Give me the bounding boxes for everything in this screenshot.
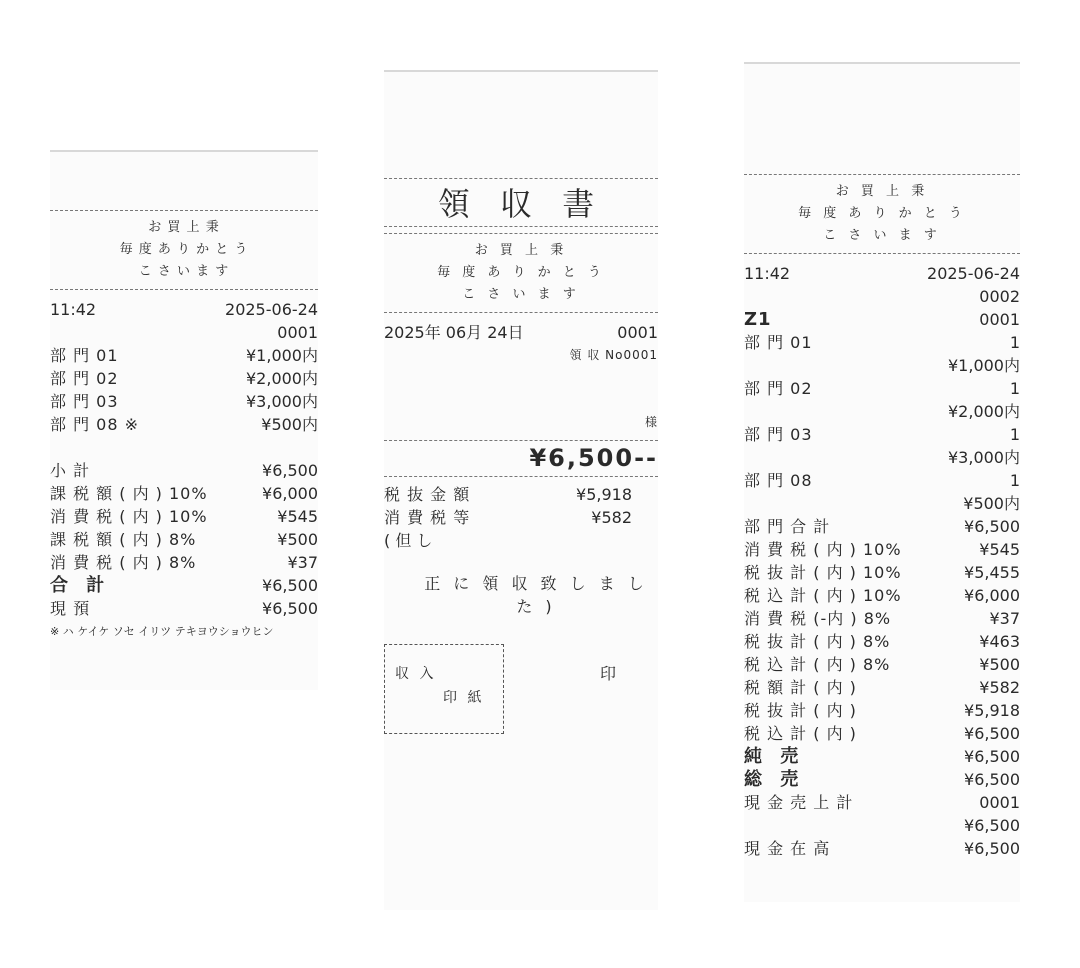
receipt-no: 領 収 No0001 bbox=[569, 348, 658, 362]
line-item: 部 門 02 ¥2,000内 bbox=[50, 369, 318, 388]
revenue-stamp-box bbox=[384, 644, 504, 734]
honorific: 様 bbox=[644, 415, 658, 429]
dept-entry: 部 門 08 1 ¥500内 bbox=[744, 471, 1020, 513]
report-time: 11:42 bbox=[744, 264, 791, 283]
divider bbox=[50, 289, 318, 290]
summary-line: 税 込 計 ( 内 ) 10% ¥6,000 bbox=[744, 586, 1020, 605]
greeting-line-1: お 買 上 秉 bbox=[474, 243, 568, 258]
dept-entry: 部 門 02 1 ¥2,000内 bbox=[744, 379, 1020, 421]
total-line: 小 計 ¥6,500 bbox=[50, 461, 318, 480]
summary-line: 税 抜 計 ( 内 ) ¥5,918 bbox=[744, 701, 1020, 720]
receipt-invoice bbox=[384, 70, 658, 910]
paper-edge bbox=[744, 62, 1020, 64]
summary-line: 部 門 合 計 ¥6,500 bbox=[744, 517, 1020, 536]
receipt-sales bbox=[50, 150, 318, 690]
dept-entry: 部 門 03 1 ¥3,000内 bbox=[744, 425, 1020, 467]
summary-line: 税 抜 計 ( 内 ) 10% ¥5,455 bbox=[744, 563, 1020, 582]
cash-sales-value: ¥6,500 bbox=[964, 816, 1020, 835]
line-item: 部 門 01 ¥1,000内 bbox=[50, 346, 318, 365]
greeting-line-1: お 買 上 秉 bbox=[148, 220, 220, 235]
seal-mark: 印 bbox=[599, 664, 616, 683]
divider bbox=[384, 440, 658, 441]
greeting-line-2: 毎 度 あ り か と う bbox=[119, 242, 249, 257]
dept-entry: 部 門 01 1 ¥1,000内 bbox=[744, 333, 1020, 375]
invoice-number: 0001 bbox=[617, 323, 658, 342]
net-sales: 純 売 ¥6,500 bbox=[744, 746, 1020, 767]
invoice-date: 2025年 06月 24日 bbox=[384, 323, 524, 342]
footnote: ※ ハ ケイケ ソセ イリツ テキヨウショウヒン bbox=[50, 625, 274, 638]
divider bbox=[50, 210, 318, 211]
divider bbox=[384, 233, 658, 234]
received-statement: 正 に 領 収 致 し ま し た ) bbox=[424, 574, 648, 616]
document-title: 領 収 書 bbox=[437, 185, 605, 223]
total-line: 課 税 額 ( 内 ) 8% ¥500 bbox=[50, 530, 318, 549]
summary-line: 消 費 税 (-内 ) 8% ¥37 bbox=[744, 609, 1020, 628]
divider bbox=[384, 178, 658, 179]
greeting-line-3: こ さ い ま す bbox=[823, 228, 941, 243]
cash-on-hand: 現 金 在 高 ¥6,500 bbox=[744, 839, 1020, 858]
gross-sales: 総 売 ¥6,500 bbox=[744, 769, 1020, 790]
stamp-label-bottom: 印 紙 bbox=[443, 690, 485, 706]
divider bbox=[384, 312, 658, 313]
greeting-line-2: 毎 度 あ り か と う bbox=[798, 206, 966, 221]
total-line: 消 費 税 ( 内 ) 10% ¥545 bbox=[50, 507, 318, 526]
divider bbox=[384, 226, 658, 227]
paper-edge bbox=[50, 150, 318, 152]
cash-line: 現 預 ¥6,500 bbox=[50, 599, 318, 618]
divider bbox=[744, 174, 1020, 175]
divider bbox=[744, 253, 1020, 254]
z-line: Z1 0001 bbox=[744, 309, 1020, 330]
tadashi-note: ( 但 し bbox=[384, 531, 433, 550]
paper-edge bbox=[384, 70, 658, 72]
total-line: 消 費 税 ( 内 ) 8% ¥37 bbox=[50, 553, 318, 572]
report-number: 0002 bbox=[979, 287, 1020, 306]
greeting-line-2: 毎 度 あ り か と う bbox=[437, 265, 605, 280]
greeting-line-1: お 買 上 秉 bbox=[835, 184, 929, 199]
line-item: 部 門 08 ※ ¥500内 bbox=[50, 415, 318, 434]
divider bbox=[384, 476, 658, 477]
total-line: 課 税 額 ( 内 ) 10% ¥6,000 bbox=[50, 484, 318, 503]
greeting-line-3: こ さ い ま す bbox=[138, 264, 230, 279]
stamp-label-top: 収 入 bbox=[395, 666, 437, 682]
summary-line: 消 費 税 ( 内 ) 10% ¥545 bbox=[744, 540, 1020, 559]
tax-line: 税 抜 金 額 ¥5,918 bbox=[384, 485, 632, 504]
receipt-z-report bbox=[744, 62, 1020, 902]
invoice-amount: ¥6,500-- bbox=[529, 444, 658, 472]
receipt-date: 2025-06-24 bbox=[225, 300, 318, 319]
greeting-line-3: こ さ い ま す bbox=[462, 287, 580, 302]
line-item: 部 門 03 ¥3,000内 bbox=[50, 392, 318, 411]
receipt-time: 11:42 bbox=[50, 300, 97, 319]
tax-line: 消 費 税 等 ¥582 bbox=[384, 508, 632, 527]
cash-sales: 現 金 売 上 計 0001 bbox=[744, 793, 1020, 812]
report-date: 2025-06-24 bbox=[927, 264, 1020, 283]
summary-line: 税 込 計 ( 内 ) 8% ¥500 bbox=[744, 655, 1020, 674]
summary-line: 税 額 計 ( 内 ) ¥582 bbox=[744, 678, 1020, 697]
receipt-number: 0001 bbox=[277, 323, 318, 342]
summary-line: 税 込 計 ( 内 ) ¥6,500 bbox=[744, 724, 1020, 743]
summary-line: 税 抜 計 ( 内 ) 8% ¥463 bbox=[744, 632, 1020, 651]
grand-total: 合 計 ¥6,500 bbox=[50, 575, 318, 596]
